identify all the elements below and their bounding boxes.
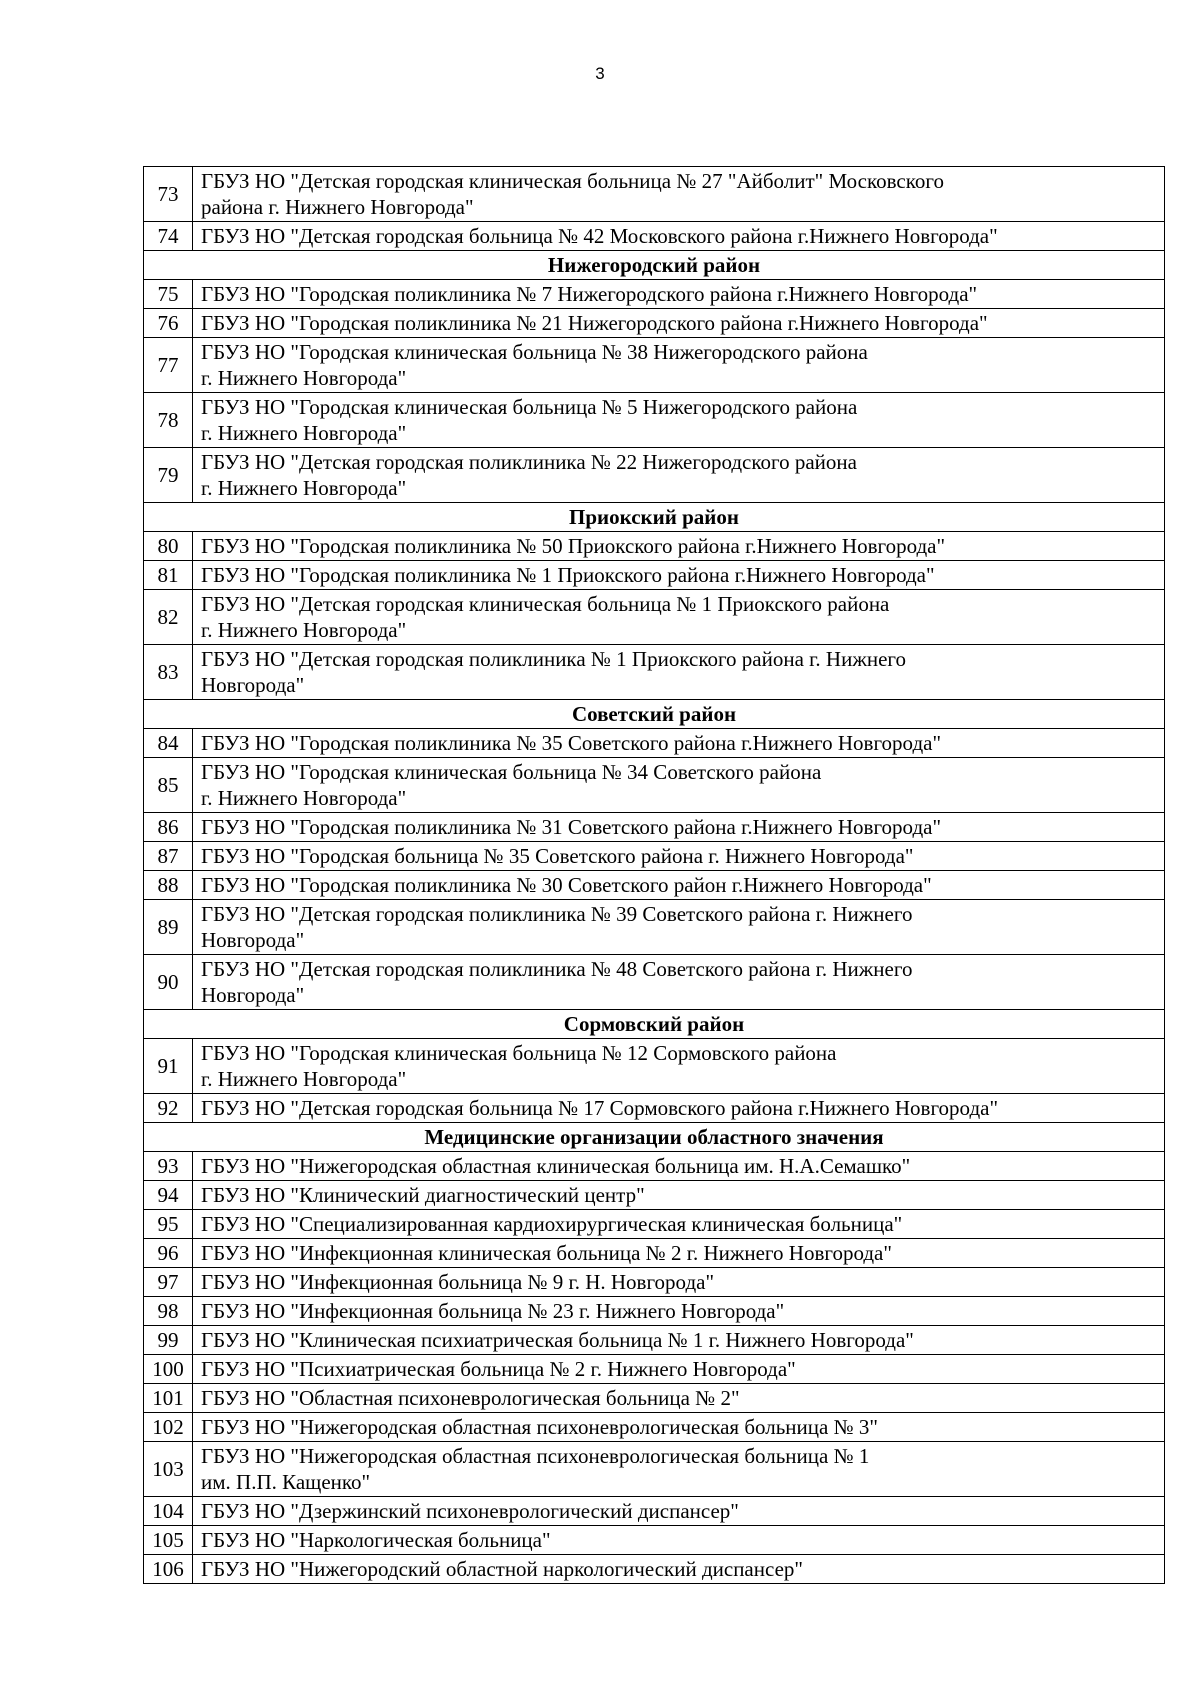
row-number: 99 xyxy=(144,1326,193,1355)
table-row xyxy=(144,1181,1165,1210)
row-number: 73 xyxy=(144,167,193,222)
row-number: 104 xyxy=(144,1497,193,1526)
institution-name: ГБУЗ НО "Нижегородская областная психоневрологическая больница № 3" xyxy=(193,1413,1165,1442)
row-number: 106 xyxy=(144,1555,193,1584)
institution-name: ГБУЗ НО "Наркологическая больница" xyxy=(193,1526,1165,1555)
institution-name: ГБУЗ НО "Городская клиническая больница № 38 Нижегородского района г. Нижнего Новгорода" xyxy=(193,338,1165,393)
table-row xyxy=(144,222,1165,251)
institution-name: ГБУЗ НО "Специализированная кардиохирургическая клиническая больница" xyxy=(193,1210,1165,1239)
table-row xyxy=(144,729,1165,758)
row-number: 94 xyxy=(144,1181,193,1210)
table-row xyxy=(144,1384,1165,1413)
table-row xyxy=(144,167,1165,222)
row-number: 85 xyxy=(144,758,193,813)
row-number: 74 xyxy=(144,222,193,251)
table-row xyxy=(144,813,1165,842)
table-row xyxy=(144,1152,1165,1181)
row-number: 90 xyxy=(144,955,193,1010)
table-row xyxy=(144,1497,1165,1526)
table-row xyxy=(144,1268,1165,1297)
institution-name: ГБУЗ НО "Детская городская поликлиника № 1 Приокского района г. Нижнего Новгорода" xyxy=(193,645,1165,700)
institution-name: ГБУЗ НО "Городская поликлиника № 7 Нижегородского района г.Нижнего Новгорода" xyxy=(193,280,1165,309)
institution-name: ГБУЗ НО "Нижегородская областная психоневрологическая больница № 1 им. П.П. Кащенко" xyxy=(193,1442,1165,1497)
institution-name: ГБУЗ НО "Городская поликлиника № 21 Нижегородского района г.Нижнего Новгорода" xyxy=(193,309,1165,338)
section-title: Советский район xyxy=(144,700,1165,729)
institution-name: ГБУЗ НО "Нижегородская областная клиническая больница им. Н.А.Семашко" xyxy=(193,1152,1165,1181)
table-row xyxy=(144,1413,1165,1442)
table-row xyxy=(144,448,1165,503)
row-number: 87 xyxy=(144,842,193,871)
institution-name: ГБУЗ НО "Детская городская клиническая больница № 27 "Айболит" Московского района г. Нижнего Новгорода" xyxy=(193,167,1165,222)
section-title: Медицинские организации областного значения xyxy=(144,1123,1165,1152)
table-row xyxy=(144,758,1165,813)
row-number: 76 xyxy=(144,309,193,338)
table-row xyxy=(144,645,1165,700)
table-row xyxy=(144,393,1165,448)
row-number: 83 xyxy=(144,645,193,700)
row-number: 100 xyxy=(144,1355,193,1384)
institution-name: ГБУЗ НО "Городская клиническая больница № 12 Сормовского района г. Нижнего Новгорода" xyxy=(193,1039,1165,1094)
table-row xyxy=(144,1039,1165,1094)
table-row xyxy=(144,842,1165,871)
table-row xyxy=(144,1297,1165,1326)
institution-name: ГБУЗ НО "Психиатрическая больница № 2 г. Нижнего Новгорода" xyxy=(193,1355,1165,1384)
table-row xyxy=(144,1355,1165,1384)
institution-name: ГБУЗ НО "Городская поликлиника № 30 Советского район г.Нижнего Новгорода" xyxy=(193,871,1165,900)
table-row xyxy=(144,309,1165,338)
row-number: 102 xyxy=(144,1413,193,1442)
row-number: 84 xyxy=(144,729,193,758)
row-number: 91 xyxy=(144,1039,193,1094)
row-number: 93 xyxy=(144,1152,193,1181)
institution-name: ГБУЗ НО "Инфекционная клиническая больница № 2 г. Нижнего Новгорода" xyxy=(193,1239,1165,1268)
row-number: 98 xyxy=(144,1297,193,1326)
institution-name: ГБУЗ НО "Городская поликлиника № 50 Приокского района г.Нижнего Новгорода" xyxy=(193,532,1165,561)
row-number: 75 xyxy=(144,280,193,309)
institution-name: ГБУЗ НО "Детская городская больница № 17 Сормовского района г.Нижнего Новгорода" xyxy=(193,1094,1165,1123)
institution-name: ГБУЗ НО "Городская поликлиника № 35 Советского района г.Нижнего Новгорода" xyxy=(193,729,1165,758)
institution-name: ГБУЗ НО "Городская клиническая больница № 5 Нижегородского района г. Нижнего Новгорода" xyxy=(193,393,1165,448)
section-header-row xyxy=(144,1010,1165,1039)
row-number: 105 xyxy=(144,1526,193,1555)
table-row xyxy=(144,955,1165,1010)
table-row xyxy=(144,1326,1165,1355)
page-number: 3 xyxy=(595,64,605,83)
row-number: 97 xyxy=(144,1268,193,1297)
row-number: 79 xyxy=(144,448,193,503)
row-number: 95 xyxy=(144,1210,193,1239)
institution-name: ГБУЗ НО "Клинический диагностический центр" xyxy=(193,1181,1165,1210)
institution-name: ГБУЗ НО "Инфекционная больница № 23 г. Нижнего Новгорода" xyxy=(193,1297,1165,1326)
institution-name: ГБУЗ НО "Городская больница № 35 Советского района г. Нижнего Новгорода" xyxy=(193,842,1165,871)
institution-name: ГБУЗ НО "Инфекционная больница № 9 г. Н. Новгорода" xyxy=(193,1268,1165,1297)
row-number: 80 xyxy=(144,532,193,561)
institution-name: ГБУЗ НО "Городская клиническая больница № 34 Советского района г. Нижнего Новгорода" xyxy=(193,758,1165,813)
row-number: 89 xyxy=(144,900,193,955)
institution-name: ГБУЗ НО "Детская городская поликлиника № 22 Нижегородского района г. Нижнего Новгорода" xyxy=(193,448,1165,503)
section-title: Нижегородский район xyxy=(144,251,1165,280)
table-row xyxy=(144,900,1165,955)
institution-name: ГБУЗ НО "Нижегородский областной наркологический диспансер" xyxy=(193,1555,1165,1584)
row-number: 86 xyxy=(144,813,193,842)
table-row xyxy=(144,1442,1165,1497)
section-header-row xyxy=(144,251,1165,280)
institution-name: ГБУЗ НО "Клиническая психиатрическая больница № 1 г. Нижнего Новгорода" xyxy=(193,1326,1165,1355)
table-row xyxy=(144,532,1165,561)
table-row xyxy=(144,1555,1165,1584)
table-row xyxy=(144,338,1165,393)
row-number: 88 xyxy=(144,871,193,900)
row-number: 101 xyxy=(144,1384,193,1413)
section-header-row xyxy=(144,1123,1165,1152)
institution-name: ГБУЗ НО "Областная психоневрологическая больница № 2" xyxy=(193,1384,1165,1413)
institution-name: ГБУЗ НО "Городская поликлиника № 31 Советского района г.Нижнего Новгорода" xyxy=(193,813,1165,842)
institution-name: ГБУЗ НО "Дзержинский психоневрологический диспансер" xyxy=(193,1497,1165,1526)
institution-name: ГБУЗ НО "Детская городская больница № 42 Московского района г.Нижнего Новгорода" xyxy=(193,222,1165,251)
table-row xyxy=(144,1239,1165,1268)
row-number: 77 xyxy=(144,338,193,393)
section-title: Сормовский район xyxy=(144,1010,1165,1039)
table-row xyxy=(144,1094,1165,1123)
row-number: 81 xyxy=(144,561,193,590)
row-number: 103 xyxy=(144,1442,193,1497)
row-number: 92 xyxy=(144,1094,193,1123)
institutions-table-body xyxy=(144,167,1165,1584)
section-header-row xyxy=(144,700,1165,729)
institutions-table xyxy=(143,166,1165,1584)
table-row xyxy=(144,590,1165,645)
institution-name: ГБУЗ НО "Детская городская клиническая больница № 1 Приокского района г. Нижнего Новгорода" xyxy=(193,590,1165,645)
institution-name: ГБУЗ НО "Детская городская поликлиника № 39 Советского района г. Нижнего Новгорода" xyxy=(193,900,1165,955)
institution-name: ГБУЗ НО "Детская городская поликлиника № 48 Советского района г. Нижнего Новгорода" xyxy=(193,955,1165,1010)
institution-name: ГБУЗ НО "Городская поликлиника № 1 Приокского района г.Нижнего Новгорода" xyxy=(193,561,1165,590)
table-row xyxy=(144,1526,1165,1555)
table-row xyxy=(144,280,1165,309)
table-row xyxy=(144,1210,1165,1239)
table-row xyxy=(144,871,1165,900)
row-number: 78 xyxy=(144,393,193,448)
section-header-row xyxy=(144,503,1165,532)
row-number: 96 xyxy=(144,1239,193,1268)
table-row xyxy=(144,561,1165,590)
row-number: 82 xyxy=(144,590,193,645)
section-title: Приокский район xyxy=(144,503,1165,532)
